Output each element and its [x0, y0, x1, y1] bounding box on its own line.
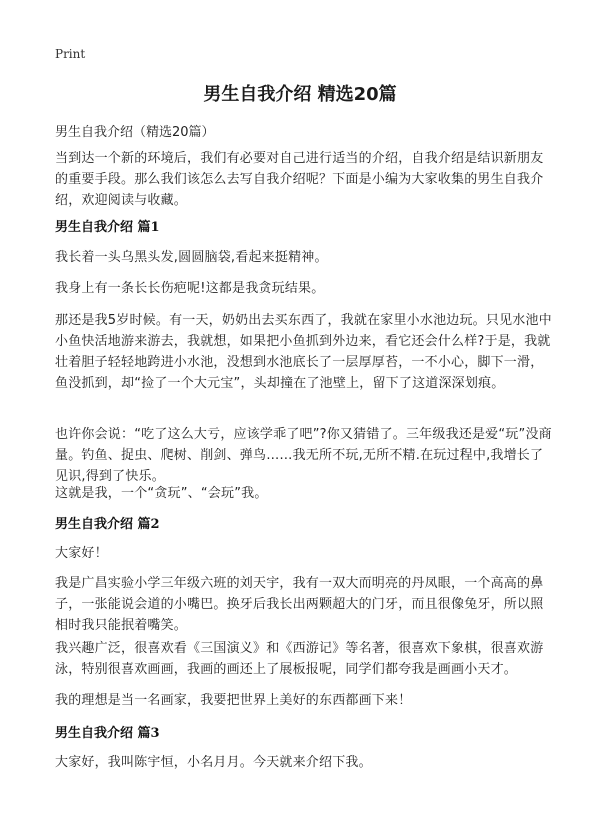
paragraph: 我的理想是当一名画家，我要把世界上美好的东西都画下来！ [55, 693, 412, 708]
paragraph: 大家好，我叫陈宇恒，小名月月。今天就来介绍下我。 [55, 755, 372, 770]
paragraph: 这就是我，一个“贪玩”、“会玩”我。 [55, 486, 268, 501]
paragraph: 我身上有一条长长伤疤呢!这都是我贪玩结果。 [55, 281, 325, 296]
section-heading-1: 男生自我介绍 篇1 [55, 220, 160, 235]
paragraph: 我是广昌实验小学三年级六班的刘天宇，我有一双大而明亮的丹凤眼，一个高高的鼻子，一张能说会道的小嘴巴。换牙后我长出两颗超大的门牙，而且很像兔牙，所以照相时我只能抿着嘴笑。 [55, 576, 544, 633]
paragraph: 大家好！ [55, 546, 108, 561]
print-label[interactable]: Print [55, 47, 86, 61]
paragraph: 我长着一头乌黑头发,圆圆脑袋,看起来挺精神。 [55, 250, 328, 265]
section-heading-2: 男生自我介绍 篇2 [55, 517, 160, 532]
document-title: 男生自我介绍 精选20篇 [203, 84, 397, 105]
paragraph: 那还是我5岁时候。有一天，奶奶出去买东西了，我就在家里小水池边玩。只见水池中小鱼快活地游来游去，我就想，如果把小鱼抓到外边来，看它还会什么样?于是，我就壮着胆子轻轻地跨进小水池，没想到水池底长了一层厚厚苔，一不小心，脚下一滑，鱼没抓到，却“捡了一个大元宝”，头却撞在了池壁上，留下了这道深深划痕。 [55, 313, 552, 391]
document-subtitle: 男生自我介绍（精选20篇） [55, 125, 215, 140]
intro-paragraph: 当到达一个新的环境后，我们有必要对自己进行适当的介绍，自我介绍是结识新朋友的重要手段。那么我们该怎么去写自我介绍呢？下面是小编为大家收集的男生自我介绍，欢迎阅读与收藏。 [55, 151, 544, 208]
section-heading-3: 男生自我介绍 篇3 [55, 726, 160, 741]
paragraph: 也许你会说：“吃了这么大亏，应该学乖了吧”?你又猜错了。三年级我还是爱“玩”没商量。钓鱼、捉虫、爬树、削剑、弹鸟……我无所不玩,无所不精.在玩过程中,我增长了见识,得到了快乐。 [55, 427, 552, 484]
paragraph: 我兴趣广泛，很喜欢看《三国演义》和《西游记》等名著，很喜欢下象棋，很喜欢游泳，特别很喜欢画画，我画的画还上了展板报呢，同学们都夸我是画画小天才。 [55, 641, 544, 677]
